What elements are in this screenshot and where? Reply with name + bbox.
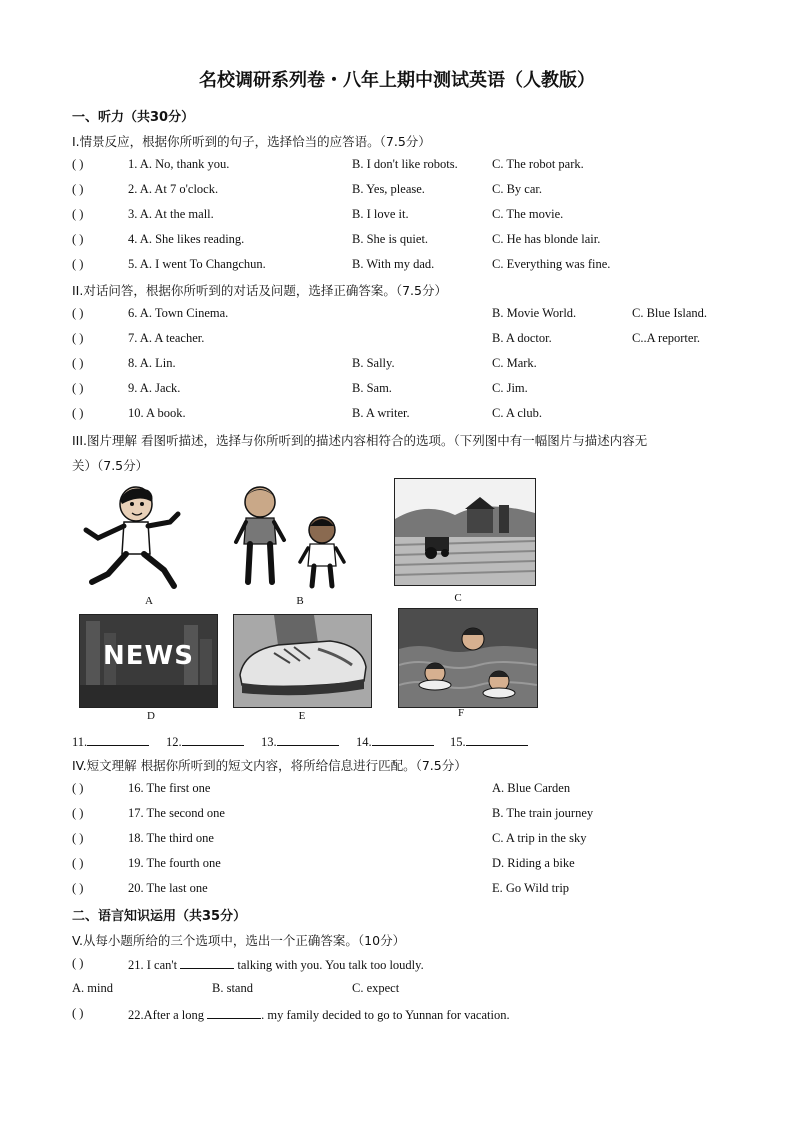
sec2-option-c-1: C. Blue Island. (632, 306, 707, 320)
sec4-item-2: 17. The second one (128, 806, 225, 820)
sec2-question-option-a-1: 6. A. Town Cinema. (128, 306, 229, 320)
sec1-question-option-a-3: 3. A. At the mall. (128, 207, 214, 221)
picture-e-label: E (298, 710, 306, 722)
q21-option-b: B. stand (212, 981, 253, 995)
sec2-option-c-5: C. A club. (492, 406, 543, 420)
sec2-answer-paren-4[interactable]: ( ) (72, 381, 84, 395)
sec2-question-option-a-5: 10. A book. (128, 406, 186, 420)
answer-blank-14[interactable]: 14. (356, 733, 434, 750)
sec1-option-b-4: B. She is quiet. (352, 232, 429, 246)
picture-f-swimming-kids (398, 608, 538, 708)
sec4-answer-paren-2[interactable]: ( ) (72, 806, 84, 820)
sec2-answer-paren-1[interactable]: ( ) (72, 306, 84, 320)
answer-blank-11[interactable]: 11. (72, 733, 149, 750)
picture-f-label: F (457, 707, 465, 719)
q22-stem: 22.After a long . my family decided to go to Yunnan for vacation. (128, 1008, 510, 1022)
sec2-option-b-2: B. A doctor. (492, 331, 552, 345)
answer-blank-13[interactable]: 13. (261, 733, 339, 750)
sec4-item-4: 19. The fourth one (128, 856, 221, 870)
sec1-option-c-2: C. By car. (492, 182, 542, 196)
sec3-instruction-line1: III.图片理解 看图听描述，选择与你所听到的描述内容相符合的选项。（下列图中有一幅图片与描述内容无 (72, 433, 648, 448)
sec4-match-option-5: E. Go Wild trip (492, 881, 570, 895)
sec2-question-option-a-4: 9. A. Jack. (128, 381, 181, 395)
sec2-question-option-a-3: 8. A. Lin. (128, 356, 176, 370)
sec4-answer-paren-3[interactable]: ( ) (72, 831, 84, 845)
q21-option-c: C. expect (352, 981, 400, 995)
sec4-answer-paren-4[interactable]: ( ) (72, 856, 84, 870)
sec4-instruction: IV.短文理解 根据你所听到的短文内容，将所给信息进行匹配。（7.5分） (72, 758, 467, 773)
sec1-option-c-3: C. The movie. (492, 207, 564, 221)
sec1-option-c-1: C. The robot park. (492, 157, 584, 171)
sec1-option-c-4: C. He has blonde lair. (492, 232, 601, 246)
sec4-item-1: 16. The first one (128, 781, 211, 795)
picture-e-sneaker (233, 614, 372, 708)
sec1-answer-paren-1[interactable]: ( ) (72, 157, 84, 171)
picture-b-two-kids (222, 482, 362, 592)
q21-paren[interactable]: ( ) (72, 956, 84, 970)
picture-b-label: B (296, 595, 304, 607)
sec1-answer-paren-5[interactable]: ( ) (72, 257, 84, 271)
sec1-question-option-a-2: 2. A. At 7 o'clock. (128, 182, 219, 196)
sec2-option-b-5: B. A writer. (352, 406, 410, 420)
picture-c-farm (394, 478, 536, 586)
sec4-item-3: 18. The third one (128, 831, 214, 845)
picture-d-label: D (147, 710, 155, 722)
picture-a-label: A (145, 595, 153, 607)
q21-stem: 21. I can't talking with you. You talk too loudly. (128, 958, 424, 972)
sec1-option-b-3: B. I love it. (352, 207, 409, 221)
sec1-answer-paren-4[interactable]: ( ) (72, 232, 84, 246)
sec2-option-c-4: C. Jim. (492, 381, 528, 395)
sec2-question-option-a-2: 7. A. A teacher. (128, 331, 205, 345)
sec2-option-b-3: B. Sally. (352, 356, 395, 370)
sec4-match-option-4: D. Riding a bike (492, 856, 575, 870)
q21-option-a: A. mind (72, 981, 113, 995)
sec5-instruction: V.从每小题所给的三个选项中，选出一个正确答案。（10分） (72, 933, 406, 948)
part2-heading: 二、语言知识运用（共35分） (72, 909, 247, 924)
sec4-item-5: 20. The last one (128, 881, 208, 895)
sec2-answer-paren-5[interactable]: ( ) (72, 406, 84, 420)
sec4-match-option-2: B. The train journey (492, 806, 594, 820)
sec2-option-c-3: C. Mark. (492, 356, 537, 370)
sec2-answer-paren-3[interactable]: ( ) (72, 356, 84, 370)
sec1-answer-paren-2[interactable]: ( ) (72, 182, 84, 196)
answer-blank-15[interactable]: 15. (450, 733, 528, 750)
sec1-option-b-5: B. With my dad. (352, 257, 435, 271)
sec1-instruction: I.情景反应，根据你所听到的句子，选择恰当的应答语。（7.5分） (72, 134, 431, 149)
sec1-question-option-a-5: 5. A. I went To Changchun. (128, 257, 266, 271)
picture-a-running-boy (78, 482, 186, 592)
sec2-answer-paren-2[interactable]: ( ) (72, 331, 84, 345)
q22-paren[interactable]: ( ) (72, 1006, 84, 1020)
sec2-option-b-4: B. Sam. (352, 381, 392, 395)
sec1-question-option-a-4: 4. A. She likes reading. (128, 232, 245, 246)
sec1-option-b-2: B. Yes, please. (352, 182, 425, 196)
sec4-match-option-3: C. A trip in the sky (492, 831, 587, 845)
part1-heading: 一、听力（共30分） (72, 110, 195, 125)
sec1-question-option-a-1: 1. A. No, thank you. (128, 157, 230, 171)
picture-c-label: C (454, 592, 462, 604)
news-text: NEWS (103, 641, 194, 671)
sec2-option-b-1: B. Movie World. (492, 306, 577, 320)
picture-d-news (79, 614, 218, 708)
page-title: 名校调研系列卷・八年上期中测试英语（人教版） (199, 70, 595, 91)
sec3-instruction-line2: 关）（7.5分） (72, 458, 149, 473)
sec1-answer-paren-3[interactable]: ( ) (72, 207, 84, 221)
sec2-option-c-2: C..A reporter. (632, 331, 701, 345)
answer-blank-12[interactable]: 12. (166, 733, 244, 750)
sec2-instruction: II.对话问答，根据你所听到的对话及问题，选择正确答案。（7.5分） (72, 283, 447, 298)
sec4-match-option-1: A. Blue Carden (492, 781, 571, 795)
sec1-option-b-1: B. I don't like robots. (352, 157, 458, 171)
sec4-answer-paren-1[interactable]: ( ) (72, 781, 84, 795)
sec1-option-c-5: C. Everything was fine. (492, 257, 611, 271)
sec4-answer-paren-5[interactable]: ( ) (72, 881, 84, 895)
